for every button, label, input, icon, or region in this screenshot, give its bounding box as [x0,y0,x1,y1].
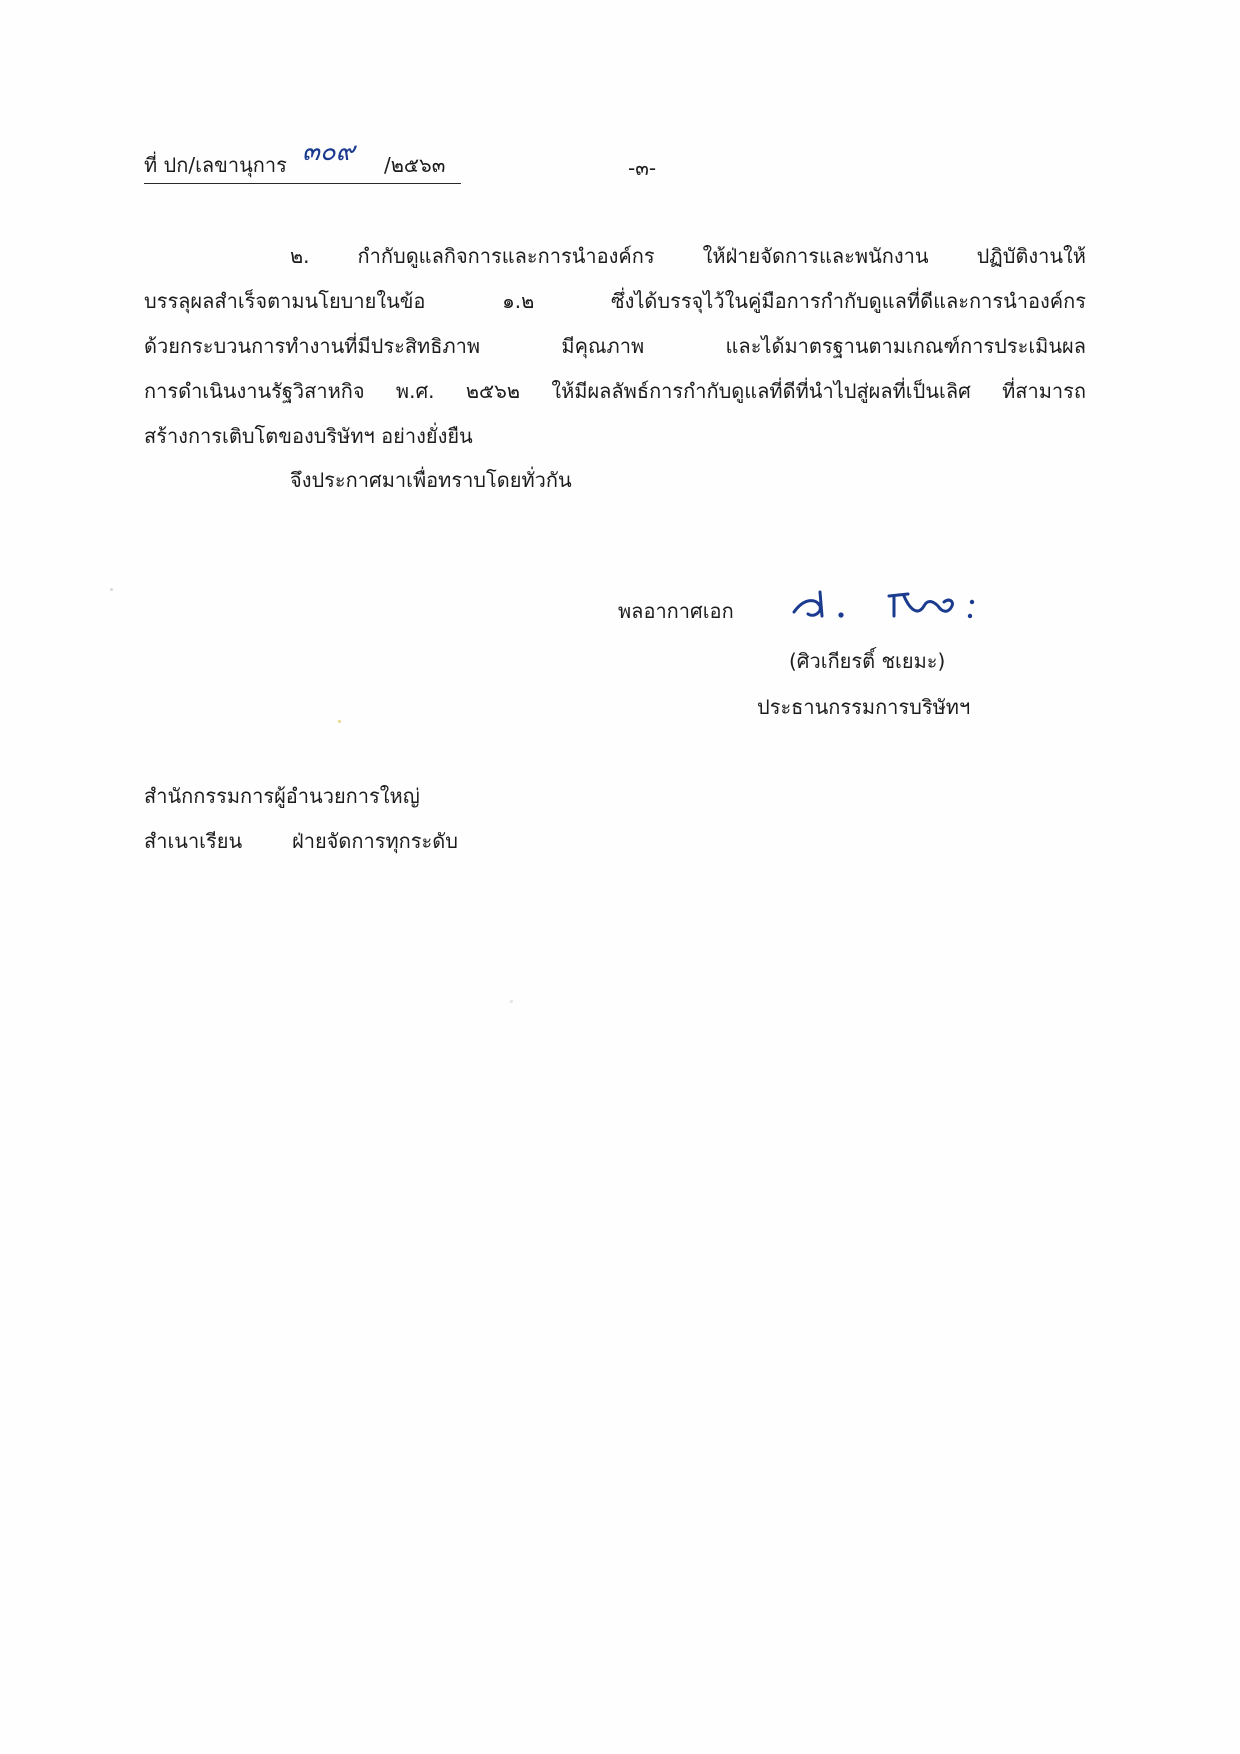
document-reference [144,137,461,184]
paragraph-line: ๒. กำกับดูแลกิจการและการนำองค์กร ให้ฝ่ายจัดการและพนักงาน ปฏิบัติงานให้ [290,244,1086,268]
paragraph-line: สร้างการเติบโตของบริษัทฯ อย่างยั่งยืน [144,424,473,448]
signer-name: (ศิวเกียรติ์ ชเยมะ) [789,649,946,673]
issuing-office: สำนักกรรมการผู้อำนวยการใหญ่ [144,784,420,808]
scan-speck [338,720,341,723]
paragraph-line: การดำเนินงานรัฐวิสาหกิจ พ.ศ. ๒๕๖๒ ให้มีผลลัพธ์การกำกับดูแลที่ดีที่นำไปสู่ผลที่เป็นเลิศ ที่สามารถ [144,379,1086,403]
closing-statement: จึงประกาศมาเพื่อทราบโดยทั่วกัน [290,468,572,492]
page-number: -๓- [628,156,657,180]
paragraph-line: ด้วยกระบวนการทำงานที่มีประสิทธิภาพ มีคุณภาพ และได้มาตรฐานตามเกณฑ์การประเมินผล [144,334,1086,358]
reference-year: /๒๕๖๓ [384,153,446,177]
reference-prefix: ที่ ปก/เลขานุการ [144,153,287,177]
scan-speck [510,1000,513,1003]
scan-speck [110,588,113,591]
handwritten-signature [786,572,996,630]
signer-title: ประธานกรรมการบริษัทฯ [757,695,971,719]
signer-rank: พลอากาศเอก [618,599,734,623]
paragraph-line: บรรลุผลสำเร็จตามนโยบายในข้อ ๑.๒ ซึ่งได้บรรจุไว้ในคู่มือการกำกับดูแลที่ดีและการนำองค์กร [144,289,1086,313]
handwritten-reference-number: ๓๐๙ [302,137,355,167]
copy-to-value: ฝ่ายจัดการทุกระดับ [292,829,458,853]
copy-to-label: สำเนาเรียน [144,829,243,853]
